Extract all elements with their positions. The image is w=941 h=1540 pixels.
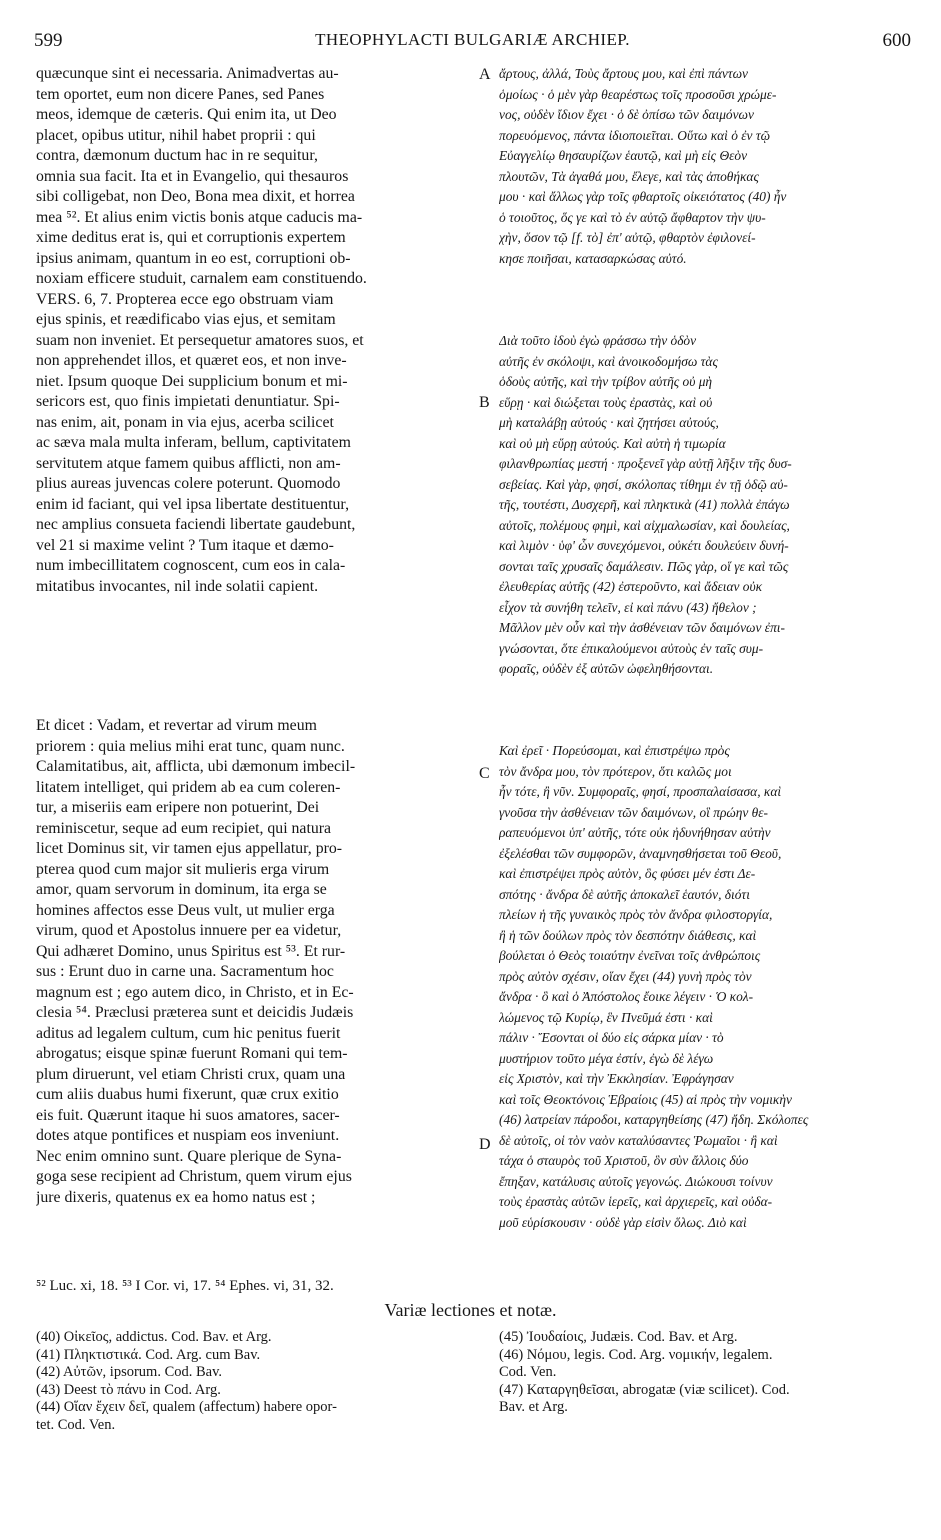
text-line: κησε ποιῆσαι, κατασαρκώσας αὐτό. [499, 250, 687, 266]
text-line: Nec enim omnino sunt. Quare plerique de Syna- [36, 1147, 342, 1165]
text-line: ὁμοίως · ὁ μὲν γὰρ θεαρέστως τοῖς προσοῦσι χρώμε- [499, 86, 777, 102]
text-line: καὶ οὐ μὴ εὕρῃ αὐτούς. Καὶ αὐτὴ ἡ τιμωρία [499, 435, 726, 451]
text-line: VERS. 6, 7. Propterea ecce ego obstruam viam [36, 290, 334, 308]
greek-block-3 [499, 741, 919, 1233]
running-title: THEOPHYLACTI BULGARIÆ ARCHIEP. [315, 30, 630, 49]
text-line: ἢ ἡ τῶν δούλων πρὸς τὸν δεσπότην διάθεσις, καὶ [499, 927, 757, 943]
text-line: quæcunque sint ei necessaria. Animadvertas au- [36, 65, 339, 82]
text-line: γνοῦσα τὴν ἀσθένειαν τῶν δαιμόνων, οἳ πρώην θε- [499, 804, 768, 820]
text-line: μοῦ εὑρίσκουσιν · οὐδὲ γὰρ εἰσὶν ὅλως. Διὸ καὶ [499, 1214, 747, 1230]
text-line: mea ⁵². Et alius enim victis bonis atque caducis ma- [36, 208, 363, 226]
text-line: eis fuit. Quærunt itaque hi suos amatores, sacer- [36, 1106, 340, 1124]
text-line: ἄρτους, ἀλλά, Τοὺς ἄρτους μου, καὶ ἐπὶ πάντων [499, 66, 749, 81]
text-line: εἰς Χριστὸν, καὶ τὴν Ἐκκλησίαν. Ἐφράγησαν [499, 1071, 734, 1086]
text-line: enim id faciant, qui vel ipsa libertate destituentur, [36, 495, 350, 513]
text-line: Et dicet : Vadam, et revertar ad virum meum [36, 717, 317, 734]
text-line: nas enim, ait, ponam in via ejus, acerba scilicet [36, 413, 334, 431]
text-line: καὶ τοῖς Θεοκτόνοις Ἑβραίοις (45) αἱ πρὸς τὴν νομικὴν [499, 1091, 792, 1107]
text-line: σεβείας. Καὶ γὰρ, φησί, σκόλοπας τίθημι ἐν τῇ ὁδῷ αὐ- [499, 476, 788, 492]
text-line: nec amplius consueta faciendi libertate gaudebunt, [36, 516, 356, 533]
text-line: πλείων ἡ τῆς γυναικὸς πρὸς τὸν ἄνδρα φιλοστοργία, [499, 907, 773, 922]
page-header [34, 30, 911, 54]
note-line: (43) Deest τὸ πάνυ in Cod. Arg. [36, 1381, 221, 1398]
text-line: πρὸς αὐτὸν σχέσιν, οἵαν ἔχει (44) γυνὴ πρὸς τὸν [499, 968, 752, 984]
text-line: εὕρῃ · καὶ διώξεται τοὺς ἐραστὰς, καὶ οὐ [499, 394, 713, 410]
margin-marker-b: B [479, 394, 490, 411]
text-line: Qui adhæret Domino, unus Spiritus est ⁵³. Et rur- [36, 942, 346, 960]
text-line: αὐτοῖς, πολέμους φημὶ, καὶ αἰχμαλωσίαν, καὶ δουλείας, [499, 517, 790, 533]
text-line: ὁ τοιοῦτος, ὅς γε καὶ τὸ ἐν αὐτῷ ἄφθαρτον τὴν ψυ- [499, 209, 766, 225]
text-line: non apprehendet illos, et quæret eos, et non inve- [36, 352, 347, 369]
text-line: αὐτῆς ἐν σκόλοψι, καὶ ἀνοικοδομήσω τὰς [499, 353, 718, 369]
text-line: clesia ⁵⁴. Præclusi præterea sunt et deicidis Judæis [36, 1004, 354, 1021]
margin-marker-d: D [479, 1136, 491, 1153]
text-line: sus : Erunt duo in carne una. Sacramentum hoc [36, 963, 334, 980]
text-line: homines affectos esse Deus vult, ut mulier erga [36, 901, 335, 919]
text-line: γνώσονται, ὅτε ἐπικαλούμενοι αὐτοὺς ἐν ταῖς συμ- [499, 640, 764, 656]
note-line: (42) Αὐτῶν, ipsorum. Cod. Bav. [36, 1364, 223, 1380]
text-line: vel 21 si maxime velint ? Tum itaque et dæmo- [36, 536, 334, 554]
text-line: ἦν τότε, ἢ νῦν. Συμφοραῖς, φησί, προσπαλαίσασα, καὶ [499, 784, 782, 799]
text-line: φοραῖς, οὐδὲν ἐξ αὐτῶν ὠφεληθήσονται. [499, 661, 714, 676]
text-line: priorem : quia melius mihi erat tunc, quam nunc. [36, 737, 345, 755]
text-line: μυστήριον τοῦτο μέγα ἐστίν, ἐγὼ δὲ λέγω [499, 1050, 714, 1066]
text-line: ἐλευθερίας αὐτῆς (42) ἐστεροῦντο, καὶ ἄδειαν οὐκ [499, 579, 763, 594]
text-line: χὴν, ὅσον τῷ [f. τὸ] ἐπ' αὐτῷ, φθαρτὸν ἐφιλονεί- [499, 230, 756, 245]
text-line: plum diruerunt, vel etiam Christi crux, quam una [36, 1065, 346, 1083]
text-line: reminiscetur, seque ad eum recipiet, qui natura [36, 819, 332, 837]
text-line: abrogatus; eisque spinæ fuerunt Romani qui tem- [36, 1045, 348, 1062]
text-line: Μᾶλλον μὲν οὖν καὶ τὴν ἀσθένειαν τῶν δαιμόνων ἐπι- [499, 620, 785, 635]
footnotes: ⁵² Luc. xi, 18. ⁵³ I Cor. vi, 17. ⁵⁴ Ephes. vi, 31, 32. [36, 1278, 334, 1294]
text-line: cum aliis duabus humi fixerunt, quæ crux exitio [36, 1086, 339, 1103]
text-line: dotes atque pontifices et nuspiam eos inveniunt. [36, 1127, 340, 1144]
text-line: ἔπηξαν, κατάλυσις αὐτοῖς γεγονώς. Διώκουσι τοίνυν [499, 1173, 773, 1189]
notes-title: Variæ lectiones et notæ. [384, 1300, 557, 1320]
text-line: jure dixeris, quatenus ex ea homo natus est ; [36, 1188, 316, 1206]
text-line: πορευόμενος, πάντα ἰδιοποιεῖται. Οὕτω καὶ ὁ ἐν τῷ [499, 127, 771, 143]
note-line: (47) Καταργηθεῖσαι, abrogatæ (viæ scilicet). Cod. [499, 1381, 790, 1398]
text-line: σονται ταῖς χρυσαῖς δαμάλεσιν. Πῶς γὰρ, οἵ γε καὶ τῶς [499, 558, 789, 574]
text-line: niet. Ipsum quoque Dei supplicium bonum et mi- [36, 372, 348, 390]
text-line: tur, a miseriis eam eripere non potuerint, Dei [36, 799, 320, 816]
note-line: Cod. Ven. [499, 1364, 557, 1380]
text-line: καὶ ἐπιστρέψει πρὸς αὐτὸν, ὃς φύσει μέν ἐστι Δε- [499, 866, 756, 881]
note-line: (46) Νόμου, legis. Cod. Arg. νομικήν, legalem. [499, 1346, 773, 1363]
text-line: καὶ λιμὸν · ὑφ' ὧν συνεχόμενοι, οὐκέτι δουλεύειν δυνή- [499, 538, 789, 553]
text-line: ραπευόμενοι ὑπ' αὐτῆς, τότε οὐκ ἠδυνήθησαν αὐτὴν [499, 825, 771, 840]
text-line: magnum est ; ego autem dico, in Christo, et in Ec- [36, 983, 354, 1001]
text-line: virum, quod et Apostolus innuere per ea videtur, [36, 922, 342, 939]
text-line: omnia sua facit. Ita et in Evangelio, qui thesauros [36, 167, 349, 185]
text-line: τῆς, τουτέστι, Δυσχερῆ, καὶ πληκτικὰ (41) πολλὰ ἐπάγω [499, 497, 790, 512]
text-line: xime deditus erat is, qui et corruptionis expertem [36, 229, 346, 246]
text-line: μὴ καταλάβῃ αὐτούς · καὶ ζητήσει αὐτούς, [499, 415, 719, 430]
notes-left-column [36, 1329, 481, 1434]
text-line: Calamitatibus, ait, afflicta, ubi dæmonum imbecil- [36, 758, 356, 775]
text-line: τὸν ἄνδρα μου, τὸν πρότερον, ὅτι καλῶς μοι [499, 763, 732, 779]
note-line: tet. Cod. Ven. [36, 1416, 116, 1433]
margin-marker-a: A [479, 66, 491, 83]
text-line: ejus spinis, et reædificabo vias ejus, et semitam [36, 311, 336, 328]
text-line: ἄνδρα · ὃ καὶ ὁ Ἀπόστολος ἔοικε λέγειν · Ὁ κολ- [499, 989, 754, 1004]
text-line: licet Dominus sit, vir tamen ejus appellatur, pro- [36, 840, 343, 857]
margin-marker-c: C [479, 765, 490, 782]
note-line: (41) Πληκτιστικά. Cod. Arg. cum Bav. [36, 1346, 261, 1363]
text-line: νος, οὐδὲν ἴδιον ἔχει · ὁ δὲ ὀπίσω τῶν δαιμόνων [499, 107, 754, 122]
text-line: sericors est, quo finis impietati denuntiatur. Spi- [36, 393, 340, 410]
text-line: contra, dæmonum ductum hac in re sequitur, [36, 147, 318, 164]
latin-block-1 [36, 64, 473, 597]
text-line: Εὐαγγελίῳ θησαυρίζων ἑαυτῷ, καὶ μὴ εἰς Θεὸν [499, 148, 748, 163]
text-line: tem oportet, eum non dicere Panes, sed Panes [36, 85, 325, 103]
text-line: noxiam efficere studuit, carnalem eam constituendo. [36, 270, 367, 287]
text-line: μου · καὶ ἄλλως γὰρ τοῖς φθαρτοῖς οἰκειότατος (40) ἦν [499, 189, 787, 204]
text-line: Διὰ τοῦτο ἰδοὺ ἐγὼ φράσσω τὴν ὁδὸν [499, 333, 697, 348]
text-line: πλουτῶν, Τὰ ἀγαθά μου, ἔλεγε, καὶ τὰς ἀποθήκας [499, 168, 759, 184]
text-line: σπότης · ἄνδρα δὲ αὐτῆς ἀποκαλεῖ ἑαυτόν, διότι [499, 886, 750, 902]
text-line: num imbecillitatem cognoscent, cum eos in cala- [36, 557, 346, 574]
text-line: βούλεται ὁ Θεὸς τοιαύτην ἐνεῖναι τοῖς ἀνθρώποις [499, 948, 761, 963]
text-line: mitatibus invocantes, nil inde solatii capient. [36, 577, 319, 595]
text-line: placet, opibus utitur, nihil habet proprii : qui [36, 126, 316, 144]
text-line: meos, idemque de cæteris. Qui enim ita, ut Deo [36, 106, 337, 123]
text-line: Καὶ ἐρεῖ · Πορεύσομαι, καὶ ἐπιστρέψω πρὸς [499, 743, 730, 758]
text-line: τοὺς ἐραστὰς αὐτῶν ἱερεῖς, καὶ ἀρχιερεῖς, καὶ οὐδα- [499, 1194, 773, 1209]
text-line: litatem intelliget, qui pridem ab ea cum coleren- [36, 778, 341, 796]
note-line: (40) Οἰκεῖος, addictus. Cod. Bav. et Arg. [36, 1329, 272, 1345]
greek-block-2 [499, 331, 919, 680]
text-line: φιλανθρωπίας μεστή · προξενεῖ γὰρ αὐτῇ λῆξιν τῆς δυσ- [499, 456, 792, 471]
text-line: plius aureas juvencas colere poterunt. Quomodo [36, 475, 341, 492]
text-line: sibi colligebat, non Deo, Bona mea dixit, et horrea [36, 188, 355, 205]
note-line: Bav. et Arg. [499, 1399, 568, 1415]
note-line: (45) Ἰουδαίοις, Judæis. Cod. Bav. et Arg. [499, 1329, 738, 1345]
text-line: λώμενος τῷ Κυρίῳ, ἓν Πνεῦμά ἐστι · καὶ [499, 1009, 713, 1025]
text-line: εἶχον τὰ συνήθη τελεῖν, εἰ καὶ πάνυ (43) ἤθελον ; [499, 599, 757, 615]
text-line: pterea quod cum major sit mulieris erga virum [36, 860, 330, 878]
text-line: suam non inveniet. Et persequetur amatores suos, et [36, 331, 364, 349]
text-line: ipsius animam, quantum in eo est, corruptioni ob- [36, 249, 351, 267]
text-line: aditus ad legalem cultum, cum hic penitus fuerit [36, 1024, 341, 1042]
text-line: τάχα ὁ σταυρὸς τοῦ Χριστοῦ, ὃν σὺν ἄλλοις δύο [499, 1153, 749, 1168]
right-page-number: 600 [882, 30, 911, 51]
text-line: (46) λατρείαν πάροδοι, καταργηθείσης (47) ἤδη. Σκόλοπες [499, 1112, 809, 1127]
greek-block-1 [499, 64, 919, 269]
text-line: amor, quam servorum in dominum, ita erga se [36, 881, 327, 898]
text-line: servitutem atque famem quibus afflicti, non am- [36, 454, 341, 472]
text-line: ac sæva mala multa inferam, bellum, captivitatem [36, 434, 351, 451]
left-page-number: 599 [34, 30, 63, 51]
text-line: ὁδοὺς αὐτῆς, καὶ τὴν τρίβον αὐτῆς οὐ μὴ [499, 374, 713, 389]
notes-right-column [499, 1329, 919, 1417]
text-line: πάλιν · Ἔσονται οἱ δύο εἰς σάρκα μίαν · τὸ [499, 1030, 724, 1045]
note-line: (44) Οἵαν ἔχειν δεῖ, qualem (affectum) habere opor- [36, 1399, 337, 1415]
text-line: ἐξελέσθαι τῶν συμφορῶν, ἀναμνησθήσεται τοῦ Θεοῦ, [499, 845, 782, 861]
text-line: δὲ αὐτοῖς, οἱ τὸν ναὸν καταλύσαντες Ῥωμαῖοι · ἢ καὶ [499, 1132, 778, 1148]
latin-block-2 [36, 716, 473, 1208]
text-line: goga sese recipient ad Christum, quem virum ejus [36, 1168, 352, 1185]
